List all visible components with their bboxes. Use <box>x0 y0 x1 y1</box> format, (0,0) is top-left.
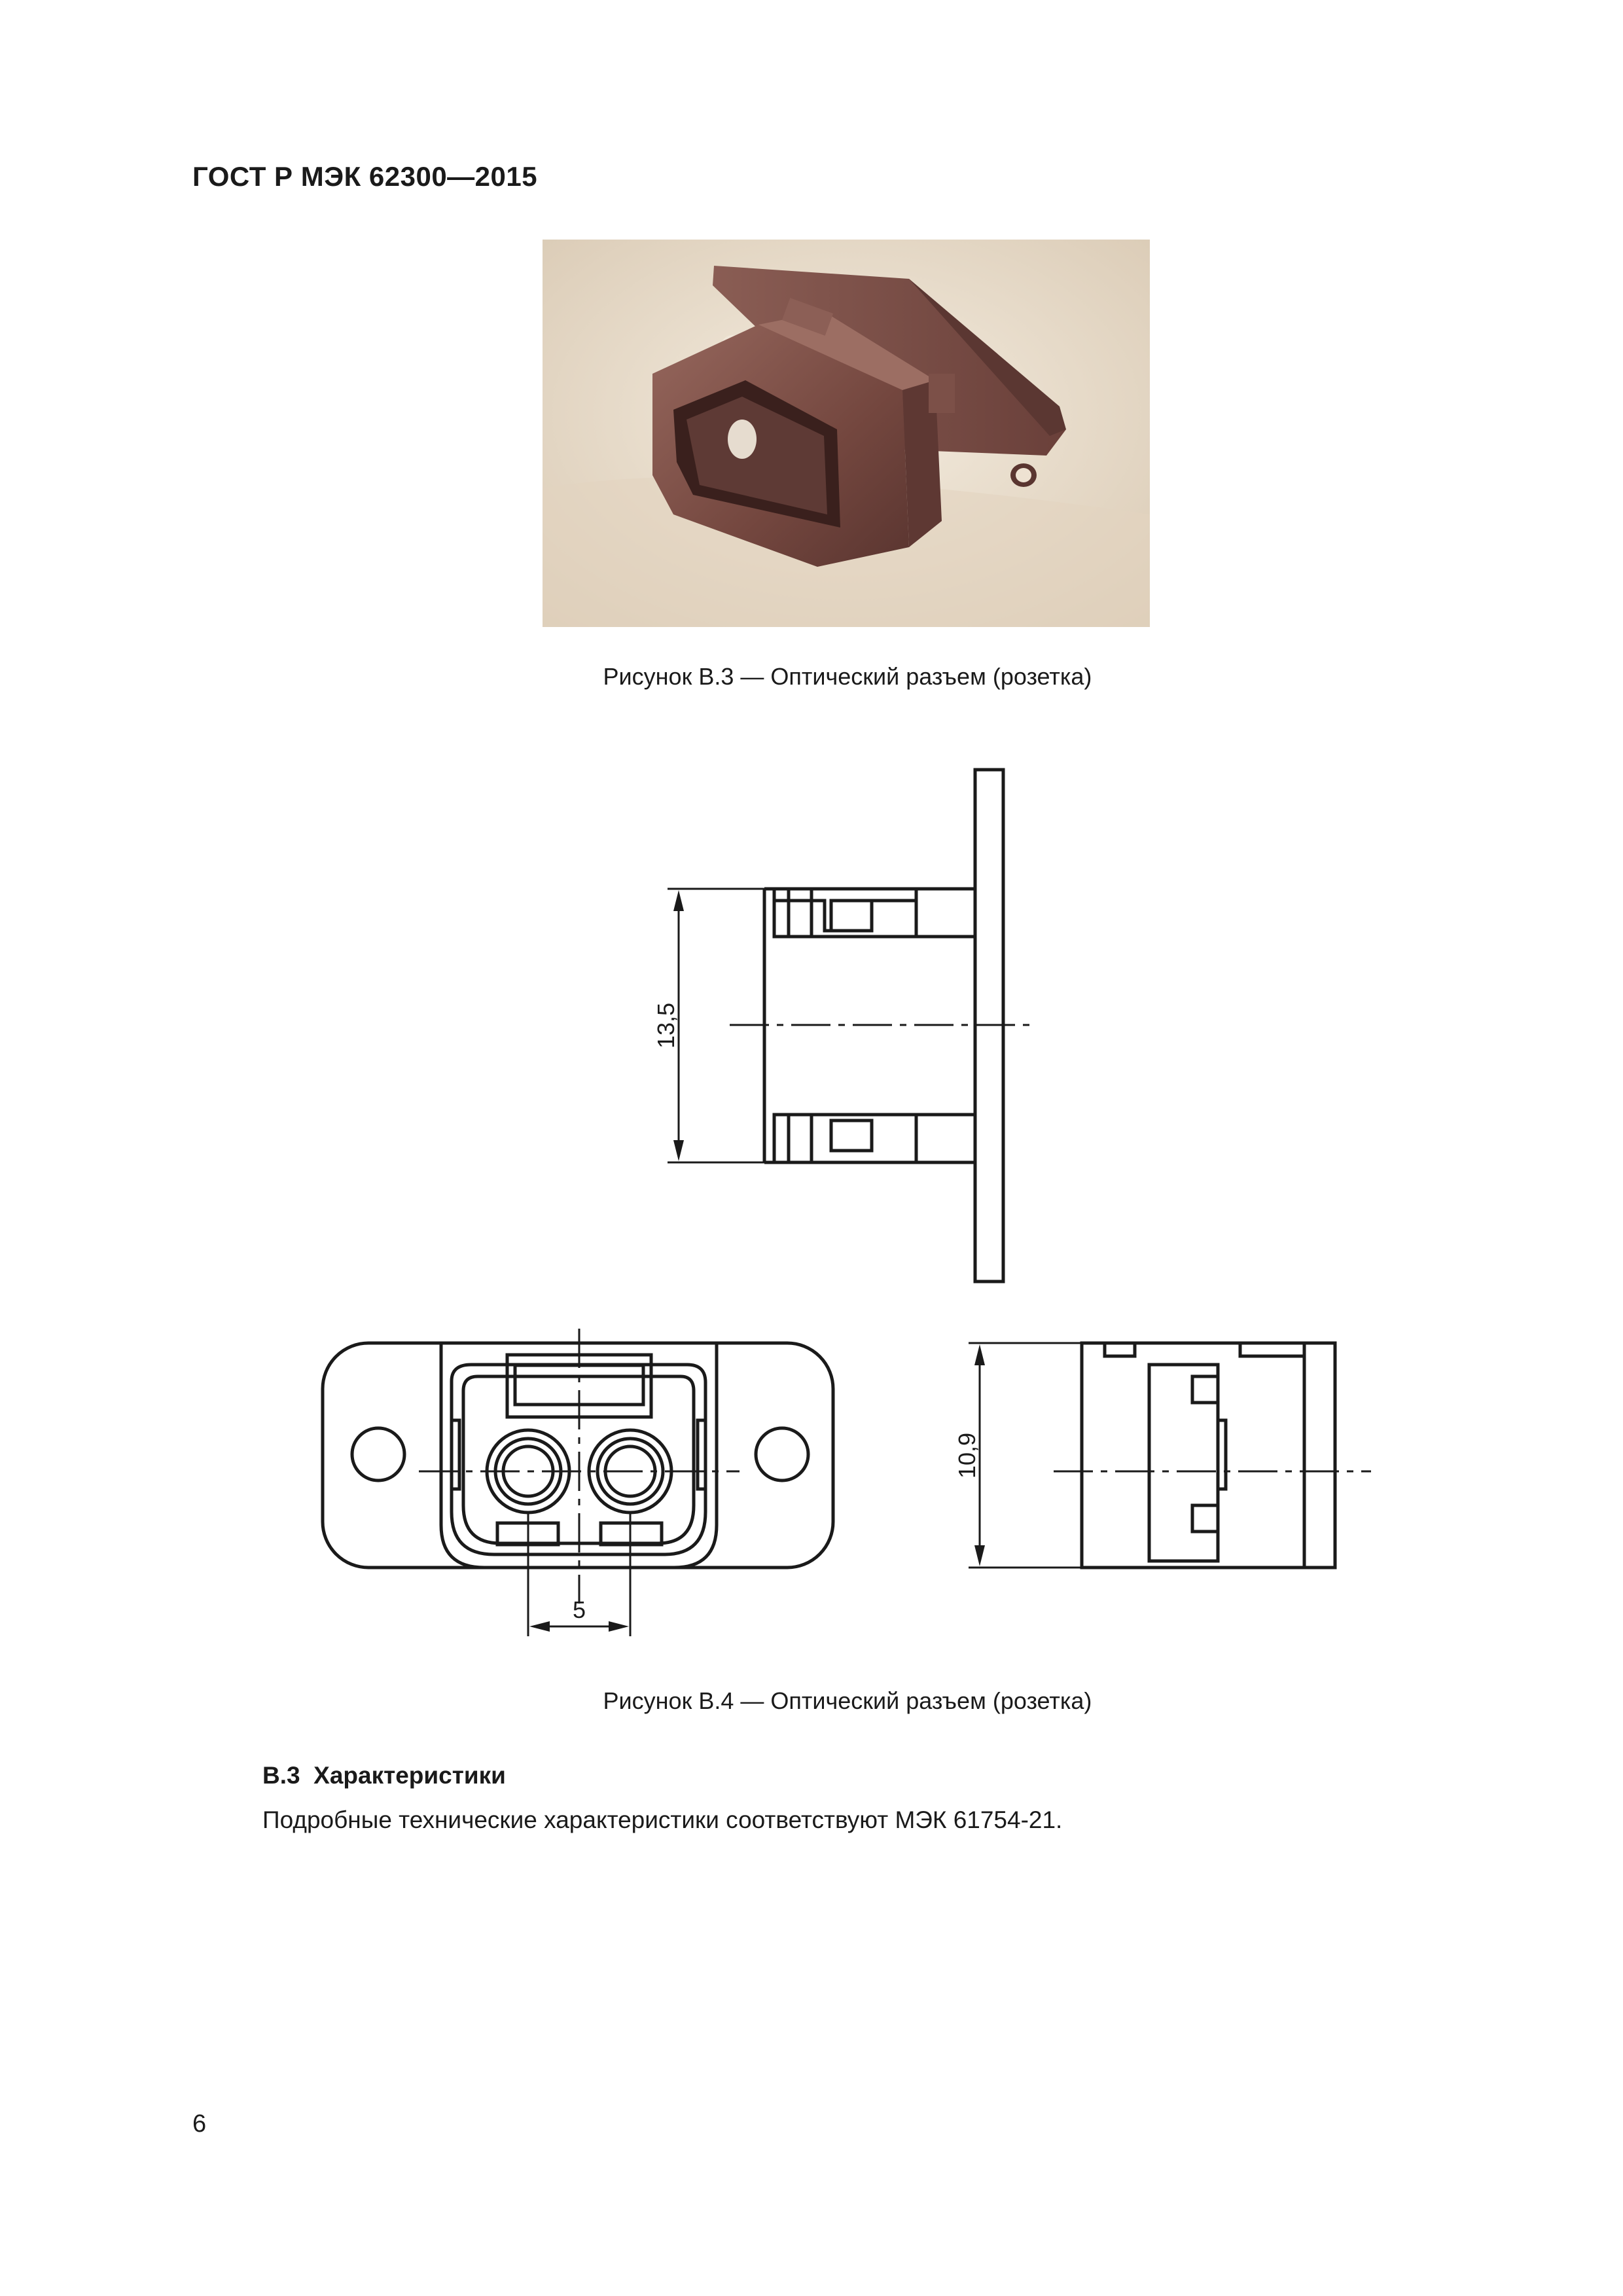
dim-5-label: 5 <box>572 1596 586 1623</box>
section-paragraph: Подробные технические характеристики соответствуют МЭК 61754-21. <box>262 1806 1063 1833</box>
side-view <box>668 770 1034 1282</box>
page-number: 6 <box>192 2110 207 2138</box>
right-view <box>969 1343 1371 1568</box>
dim-13-5-label: 13,5 <box>652 1002 679 1049</box>
section-title: В.3 Характеристики <box>262 1762 506 1789</box>
document-header: ГОСТ Р МЭК 62300—2015 <box>192 161 538 192</box>
dim-10-9-label: 10,9 <box>954 1432 980 1479</box>
front-view <box>323 1329 833 1636</box>
figure-b4-caption: Рисунок В.4 — Оптический разъем (розетка) <box>603 1687 1092 1714</box>
figure-b3-caption: Рисунок В.3 — Оптический разъем (розетка) <box>603 663 1092 690</box>
